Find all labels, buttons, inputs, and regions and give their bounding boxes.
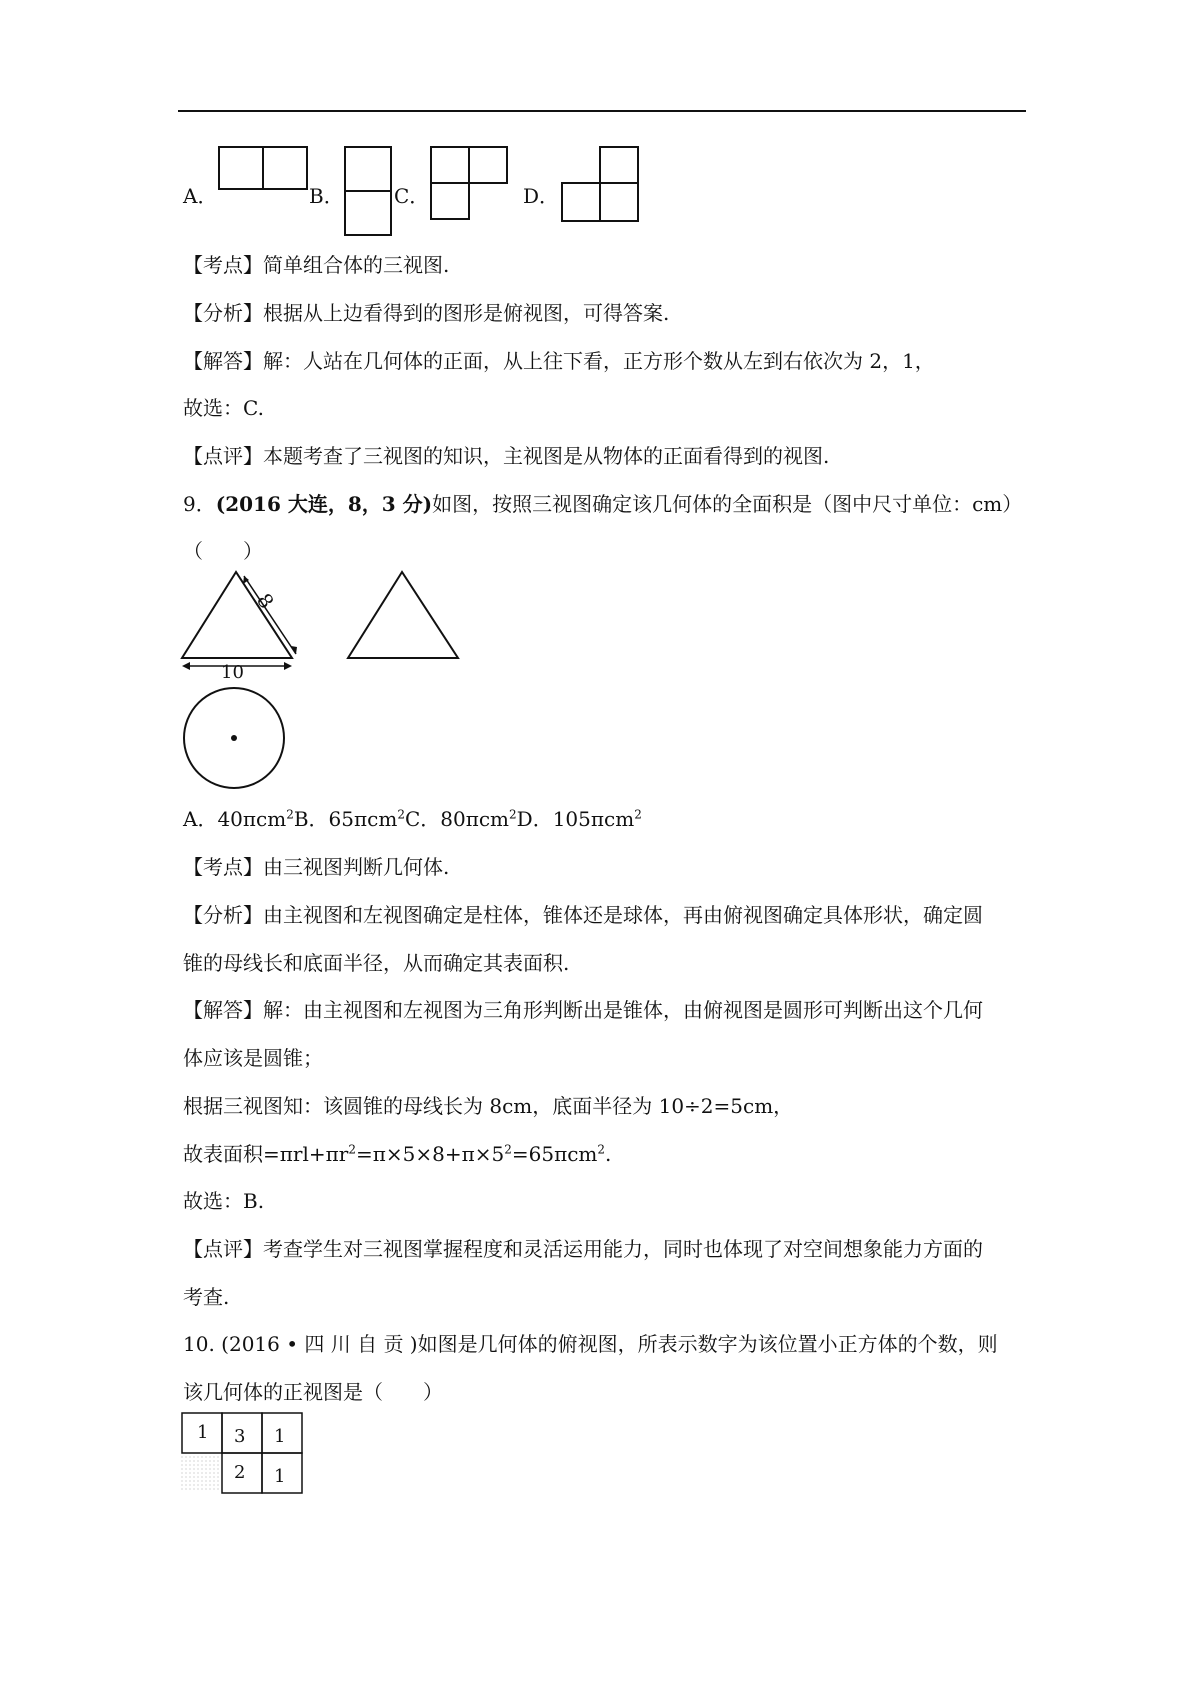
- q9-slant-label: 8: [251, 588, 279, 614]
- q8-option-b-label: B．: [309, 184, 344, 208]
- q9-jieda-line1: 【解答】解：由主视图和左视图为三角形判断出是锥体，由俯视图是圆形可判断出这个几何: [183, 998, 983, 1022]
- q9-jieda-line2: 体应该是圆锥；: [183, 1046, 323, 1070]
- q9-stem: 9．(2016 大连，8，3 分)如图，按照三视图确定该几何体的全面积是（图中尺寸单位：cm）: [183, 492, 1023, 516]
- q9-fenxi-line2: 锥的母线长和底面半径，从而确定其表面积.: [183, 951, 570, 975]
- grid-cell-top-3: 1: [274, 1426, 286, 1447]
- grid-cell-top-1: 1: [197, 1422, 209, 1443]
- q8-jieda: 【解答】解：人站在几何体的正面，从上往下看，正方形个数从左到右依次为 2，1，: [183, 349, 935, 373]
- q8-option-d-label: D．: [523, 184, 560, 208]
- grid-cell-bottom-1: 2: [234, 1462, 246, 1483]
- q9-paren: （ ）: [183, 539, 263, 563]
- q8-answer: 故选：C.: [183, 396, 264, 420]
- grid-cell-top-2: 3: [234, 1426, 246, 1447]
- q9-answer: 故选：B.: [183, 1189, 265, 1213]
- q9-jieda-line3: 根据三视图知：该圆锥的母线长为 8cm，底面半径为 10÷2=5cm，: [183, 1094, 794, 1118]
- q9-kaodian: 【考点】由三视图判断几何体.: [183, 855, 450, 879]
- q8-option-c-label: C．: [394, 184, 430, 208]
- q9-options: A．40πcm$^2$B．65πcm$^2$C．80πcm$^2$D．105πcm$^2$: [183, 807, 642, 831]
- q8-option-c-figure: [430, 146, 510, 222]
- q9-base-label: 10: [221, 662, 244, 683]
- q9-side-view-figure: [346, 570, 464, 664]
- q8-kaodian: 【考点】简单组合体的三视图.: [183, 253, 450, 277]
- q9-fenxi-line1: 【分析】由主视图和左视图确定是柱体，锥体还是球体，再由俯视图确定具体形状，确定圆: [183, 903, 983, 927]
- q8-fenxi: 【分析】根据从上边看得到的图形是俯视图，可得答案.: [183, 301, 670, 325]
- q8-option-a-figure: [218, 146, 310, 192]
- q8-option-b-figure: [344, 146, 394, 238]
- q10-stem-line1: 10. (2016 • 四 川 自 贡 )如图是几何体的俯视图，所表示数字为该位置小正方体的个数，则: [183, 1332, 998, 1356]
- q9-jieda-line4: 故表面积$=\pi rl+\pi r^2=\pi\times 5\times 8+\pi\times 5^2=65\pi cm^2$.: [183, 1142, 612, 1166]
- q9-dianping-line2: 考查.: [183, 1285, 230, 1309]
- header-rule: [178, 110, 1026, 112]
- grid-cell-bottom-2: 1: [274, 1466, 286, 1487]
- q8-option-a-label: A．: [183, 184, 218, 208]
- q10-stem-line2: 该几何体的正视图是（ ）: [183, 1380, 443, 1404]
- q9-dianping-line1: 【点评】考查学生对三视图掌握程度和灵活运用能力，同时也体现了对空间想象能力方面的: [183, 1237, 983, 1261]
- q9-top-view-figure: [180, 685, 292, 797]
- q8-option-d-figure: [560, 146, 642, 224]
- q8-dianping: 【点评】本题考查了三视图的知识，主视图是从物体的正面看得到的视图.: [183, 444, 830, 468]
